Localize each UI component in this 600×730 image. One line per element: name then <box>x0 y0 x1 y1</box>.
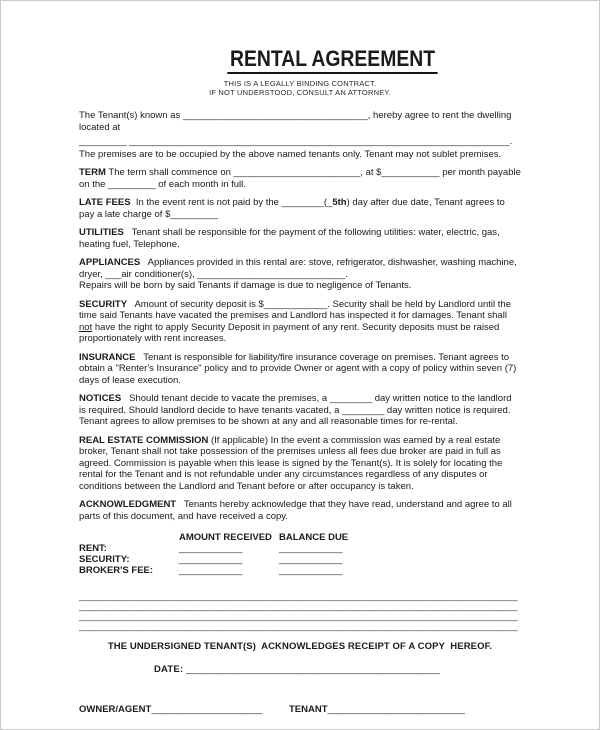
appliances-text: Appliances provided in this rental are: stove, refrigerator, dishwasher, washing machine, dryer, ___air conditioner(s), ____________________________. <box>79 257 520 280</box>
real-estate-commission-text: (If applicable) In the event a commission was earned by a real estate broker, Tenant shall not take possession of the premises unless all fees due broker are paid in full as agreed. Commission is payable when this lease is signed by the Tenant(s). It is solely for locating the rental for the Tenant and is not refundable under any circumstances regardless of any disputes or conditions between the Landlord and Tenant before or after occupancy is taken. <box>79 434 505 492</box>
late-fees-label: LATE FEES <box>79 197 131 208</box>
rent-balance-blank: ____________ <box>279 543 343 554</box>
late-fees-text-before: In the event rent is not paid by the ________(_ <box>130 197 333 208</box>
document-title-text: RENTAL AGREEMENT <box>228 47 438 74</box>
date-blank: ________________________________________________ <box>186 663 440 675</box>
document-subtitle <box>1 79 599 97</box>
notices-text: Should tenant decide to vacate the premises, a ________ day written notice to the landlord is required. Should landlord decide to have tenants vacated, a ________ day written notice is required. Tenant agrees to allow premises to be shown at any and all reasonable times for re-rental. <box>79 393 515 427</box>
insurance-label: INSURANCE <box>79 351 136 363</box>
ruled-line: ___________________________________________________________________________________ <box>79 592 518 602</box>
tenant-blank: __________________________ <box>327 704 465 715</box>
appliances-label: APPLIANCES <box>79 257 141 268</box>
owner-agent-signature <box>79 704 289 716</box>
section-late-fees <box>79 197 521 220</box>
rent-amount-blank: ____________ <box>179 543 243 554</box>
occupancy-line: The premises are to be occupied by the above named tenants only. Tenant may not sublet premises. <box>79 148 502 160</box>
security-balance-blank: ____________ <box>279 554 343 565</box>
ruled-line: ___________________________________________________________________________________ <box>79 622 518 632</box>
document-title <box>1 47 599 74</box>
ruled-line: ___________________________________________________________________________________ <box>79 612 518 622</box>
tenant-label: TENANT <box>289 704 328 715</box>
date-label: DATE: <box>154 663 187 675</box>
acknowledgment-label: ACKNOWLEDGMENT <box>79 499 177 510</box>
utilities-text: Tenant shall be responsible for the payment of the following utilities: water, electric, gas, heating fuel, Telephone. <box>79 227 503 250</box>
intro-paragraph <box>79 110 521 133</box>
security-underlined-word: not <box>79 321 93 333</box>
section-notices <box>79 393 521 428</box>
notices-label: NOTICES <box>79 393 122 404</box>
section-security <box>79 299 521 345</box>
document-body <box>79 110 524 716</box>
section-term <box>79 167 524 190</box>
term-text: The term shall commence on ________________________, at $___________ per month payable on the _________ of each month in full. <box>79 167 524 190</box>
security-amount-blank: ____________ <box>179 554 243 565</box>
date-line <box>154 664 521 676</box>
section-appliances <box>79 257 521 280</box>
insurance-text: Tenant is responsible for liability/fire insurance coverage on premises. Tenant agrees to obtain a "Renter's Insurance" policy and to provide Owner or agent with a copy of policy within seven (7) days of lease execution. <box>79 351 519 386</box>
ruled-line: ___________________________________________________________________________________ <box>79 602 518 612</box>
brokers-fee-amount-blank: ____________ <box>179 565 243 576</box>
payments-table <box>79 532 521 576</box>
subtitle-line-1: THIS IS A LEGALLY BINDING CONTRACT. <box>223 79 377 88</box>
security-label: SECURITY <box>79 298 128 310</box>
utilities-label: UTILITIES <box>79 227 124 238</box>
owner-agent-label: OWNER/AGENT <box>79 704 152 715</box>
payments-table-corner <box>79 532 179 543</box>
address-blank-line: _________ ________________________________________________________________________. <box>79 136 513 147</box>
section-acknowledgment <box>79 499 521 522</box>
security-text-after: have the right to apply Security Deposit in payment of any rent. Security deposits must be raised proportionately with rent increases. <box>79 321 502 344</box>
security-row-label: SECURITY: <box>79 554 130 565</box>
balance-due-header: BALANCE DUE <box>279 532 349 543</box>
section-insurance <box>79 352 521 387</box>
subtitle-line-2: IF NOT UNDERSTOOD, CONSULT AN ATTORNEY. <box>209 88 391 97</box>
term-label: TERM <box>79 167 106 178</box>
brokers-fee-balance-blank: ____________ <box>279 565 343 576</box>
located-at-line: located at <box>79 121 121 133</box>
undersigned-statement: THE UNDERSIGNED TENANT(S) ACKNOWLEDGES RECEIPT OF A COPY HEREOF. <box>107 641 493 652</box>
signature-row <box>79 704 521 716</box>
appliances-repairs-line: Repairs will be born by said Tenants if damage is due to negligence of Tenants. <box>79 280 412 291</box>
brokers-fee-row-label: BROKER'S FEE: <box>79 565 154 576</box>
ruled-lines <box>79 592 521 632</box>
owner-agent-blank: _____________________ <box>151 704 263 715</box>
late-fees-day: 5th <box>332 197 347 208</box>
real-estate-commission-label: REAL ESTATE COMMISSION <box>79 434 209 446</box>
rent-row-label: RENT: <box>79 543 107 554</box>
tenant-names-line: The Tenant(s) known as ___________________________________, hereby agree to rent the dwelling <box>79 110 512 121</box>
security-text-before: Amount of security deposit is $____________. Security shall be held by Landlord until the time said Tenants have vacated the premises and Landlord has inspected it for damages. Tenant shall <box>79 298 514 321</box>
section-utilities <box>79 227 521 250</box>
acknowledgment-text: Tenants hereby acknowledge that they have read, understand and agree to all parts of this document, and have received a copy. <box>79 499 515 522</box>
section-real-estate-commission <box>79 435 521 493</box>
tenant-signature <box>289 704 521 716</box>
late-fees-text-after: ) day after due date, Tenant agrees to pay a late charge of $_________ <box>79 197 508 220</box>
amount-received-header: AMOUNT RECEIVED <box>179 532 272 543</box>
